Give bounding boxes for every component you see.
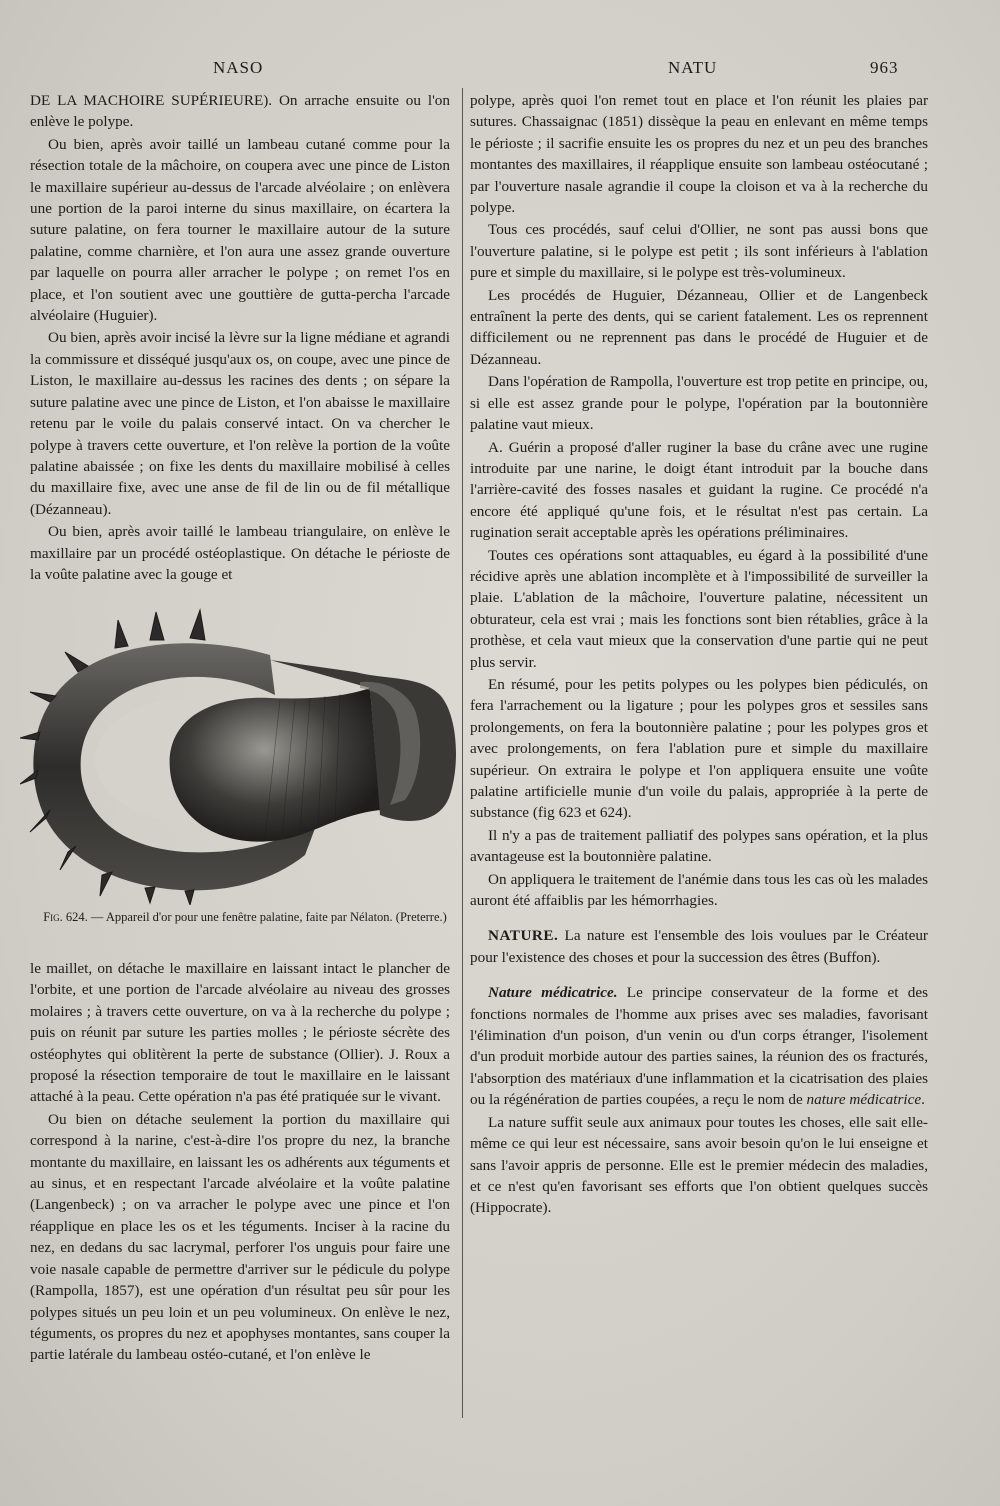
left-column-top [30, 90, 450, 585]
paragraph: Ou bien, après avoir taillé le lambeau triangulaire, on enlève le maxillaire par un procédé ostéoplastique. On détache le périoste de la voûte palatine avec la gouge et [30, 523, 450, 583]
column-divider [462, 88, 463, 1418]
paragraph: Tous ces procédés, sauf celui d'Ollier, ne sont pas aussi bons que l'ouverture palatine, si le polype est petit ; ils sont inférieurs à l'ablation pure et simple du maxillaire, si le polype est très-volumineux. [470, 221, 928, 282]
paragraph: Ou bien, après avoir incisé la lèvre sur la ligne médiane et agrandi la commissure et disséqué jusqu'aux os, on coupe, avec une pince de Liston, le maxillaire au-dessus les racines des dents ; on sépare la suture palatine avec une pince de Liston, et l'on abaisse le maxillaire retenu par le voile du palais conservé intact. On va chercher le polype à travers cette ouverture, et l'on relève la portion de la voûte palatine abaissée ; on fixe les dents du maxillaire mobilisé à celles du maxillaire fixe, avec une anse de fil de lin ou de fil métallique (Dézanneau). [30, 329, 450, 518]
entry-definition: La nature est l'ensemble des lois voulues par le Créateur pour l'existence des choses et pour la succession des êtres (Buffon). [470, 927, 928, 966]
palatal-appliance-drawing [20, 600, 460, 905]
entry-nature-medicatrice [470, 982, 928, 1110]
entry-definition: Le principe conservateur de la forme et des fonctions normales de l'homme aux prises avec ses maladies, favorisant l'élimination d'un poison, d'un venin ou d'un corps étranger, l'isolement d'un produit morbide autour des parties saines, la réunion des os fracturés, l'absorption des matériaux d'une inflammation et la cicatrisation des plaies ou la régénération de parties coupées, a reçu le nom de [470, 984, 928, 1109]
figure-624-illustration [20, 600, 460, 905]
running-head-left: NASO [213, 58, 264, 77]
right-column [470, 90, 928, 1219]
emphasized-term: nature médicatrice [806, 1091, 922, 1109]
paragraph: Les procédés de Huguier, Dézanneau, Ollier et de Langenbeck entraînent la perte des dents, qui se carient fatalement. Les os reprennent difficilement ou ne reprennent pas dans le procédé de Huguier et de Dézanneau. [470, 286, 928, 368]
figure-caption [30, 910, 460, 925]
paragraph: A. Guérin a proposé d'aller ruginer la base du crâne avec une rugine introduite par une narine, le doigt étant introduit par la bouche dans l'arrière-cavité des fosses nasales et guidant la rugine. Ce procédé n'a encore été appliqué qu'une fois, et le résultat n'est pas certain. La rugination serait acceptable après les opérations préliminaires. [470, 438, 928, 542]
paragraph: Il n'y a pas de traitement palliatif des polypes sans opération, et la plus avantageuse est la boutonnière palatine. [470, 826, 928, 866]
paragraph: le maillet, on détache le maxillaire en laissant intact le plancher de l'orbite, et une portion de l'arcade alvéolaire au niveau des grosses molaires ; à travers cette ouverture, on va à la recherche du polype ; puis on réunit par suture les parties molles ; le périoste sécrète des ostéophytes qui oblitèrent la perte de substance (Ollier). J. Roux a proposé la résection temporaire de tout le maxillaire en le laissant attaché à la peau. Cette opération n'a pas été pratiquée sur le vivant. [30, 960, 450, 1106]
figure-caption-text: — Appareil d'or pour une fenêtre palatine, faite par Nélaton. (Preterre.) [90, 910, 447, 924]
paragraph: Ou bien on détache seulement la portion du maxillaire qui correspond à la narine, c'est-à-dire l'os propre du nez, la branche montante du maxillaire, en laissant les os adhérents aux téguments et au sinus, et en respectant l'arcade alvéolaire et la voûte palatine (Langenbeck) ; on va arracher le polype avec une pince et l'on réapplique en place les os et les téguments. Inciser à la racine du nez, en dedans du sac lacrymal, perforer l'os unguis pour faire une voie nasale capable de permettre d'arriver sur le pédicule du polype (Rampolla, 1857), est une opération d'un résultat peu sûr pour les polypes situés un peu loin et un peu volumineux. On enlève le nez, téguments, os propres du nez et apophyses montantes, sans couper la partie latérale du lambeau ostéo-cutané, et l'on enlève le [30, 1110, 450, 1364]
paragraph: polype, après quoi l'on remet tout en place et l'on réunit les plaies par sutures. Chassaignac (1851) dissèque la peau en enlevant en même temps le périoste ; il sacrifie ensuite les os propres du nez et un peu des branches montantes des maxillaires, il réapplique ensuite son lambeau ostéocutané ; par l'ouverture nasale agrandie il coupe la cloison et va à la recherche du polype. [470, 92, 928, 217]
paragraph: Ou bien, après avoir taillé un lambeau cutané comme pour la résection totale de la mâchoire, on coupera avec une pince de Liston le maxillaire supérieur au-dessus de l'arcade alvéolaire ; on enlèvera une portion de la paroi interne du sinus maxillaire, on écartera la suture palatine, on fera tourner le maxillaire autour de la suture palatine, comme charnière, et l'on aura une assez grande ouverture par laquelle on pourra aller arracher le polype ; on remet l'os en place, et l'on soutient avec une gouttière de gutta-percha l'arcade alvéolaire (Huguier). [30, 135, 450, 325]
figure-label: Fig. 624. [43, 910, 88, 924]
left-column-bottom [30, 958, 450, 1366]
entry-term-nature: NATURE. [488, 927, 559, 945]
paragraph: On appliquera le traitement de l'anémie dans tous les cas où les malades auront été affaiblis par les hémorrhagies. [470, 870, 928, 910]
paragraph: Toutes ces opérations sont attaquables, eu égard à la possibilité d'une récidive après une ablation incomplète et à l'impossibilité de surveiller la plaie. L'ablation de la mâchoire, l'ouverture palatine, nécessitent un obturateur, cela est vrai ; mais les fonctions sont bien rétablies, grâce à la prothèse, et cela vaut mieux que la conservation d'une partie qui ne peut plus servir. [470, 546, 928, 671]
paragraph: En résumé, pour les petits polypes ou les polypes bien pédiculés, on fera l'arrachement ou la ligature ; pour les polypes gros et sessiles sans prolongements, on fera la boutonnière palatine ; pour les polypes gros et avec prolongements, on fera l'ablation pure et simple du maxillaire supérieur. On extraira le polype et l'on appliquera ensuite une voûte palatine artificielle munie d'un voile du palais, appropriée à la perte de substance (fig 623 et 624). [470, 675, 928, 822]
page-number: 963 [870, 58, 899, 77]
entry-punctuation: . [921, 1091, 925, 1109]
paragraph: Dans l'opération de Rampolla, l'ouverture est trop petite en principe, ou, si elle est assez grande pour le polype, l'opération par la boutonnière palatine vaut mieux. [470, 373, 928, 434]
paragraph: DE LA MACHOIRE SUPÉRIEURE). On arrache ensuite ou l'on enlève le polype. [30, 92, 450, 131]
running-head-center: NATU [668, 58, 718, 77]
paragraph: La nature suffit seule aux animaux pour toutes les choses, elle sait elle-même ce qui leur est nécessaire, sans avoir besoin qu'on le lui enseigne et sans l'avoir appris de personne. Elle est le premier médecin des maladies, et ce n'est qu'en favorisant ses efforts que l'on obtient quelques succès (Hippocrate). [470, 1113, 928, 1217]
entry-term-nature-medicatrice: Nature médicatrice. [488, 984, 618, 1002]
entry-nature [470, 925, 928, 968]
